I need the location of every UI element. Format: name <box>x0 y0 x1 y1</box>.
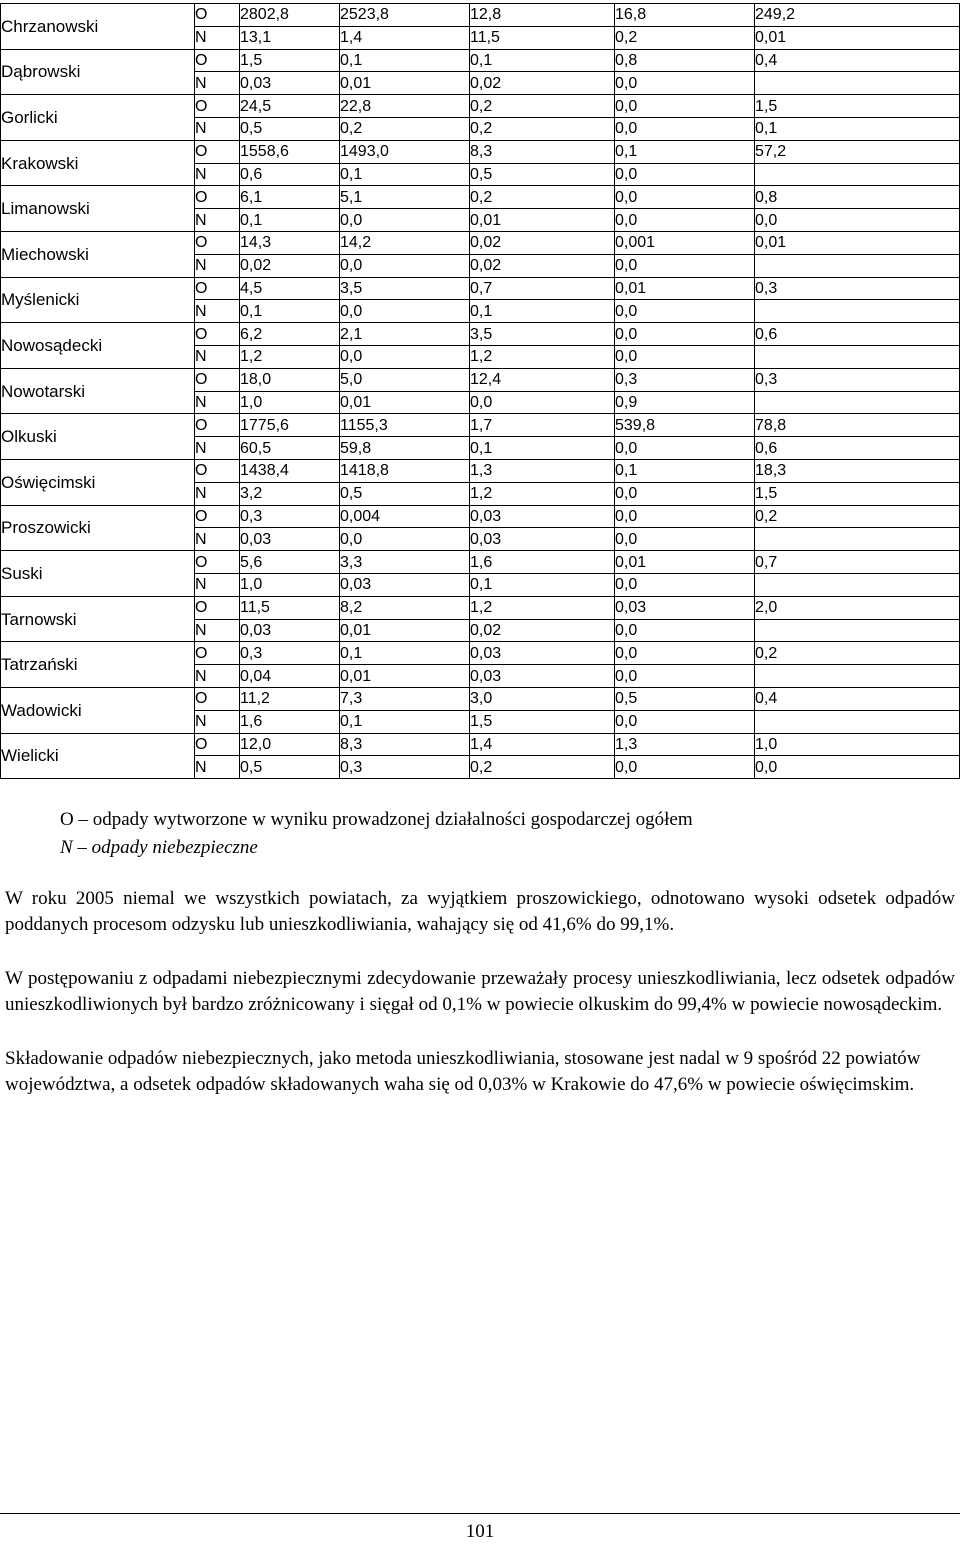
value-cell: 0,01 <box>755 26 960 49</box>
value-cell: 22,8 <box>340 95 470 118</box>
value-cell: 0,5 <box>240 117 340 140</box>
value-cell: 0,2 <box>470 756 615 779</box>
value-cell: 0,1 <box>340 163 470 186</box>
value-cell: 0,03 <box>470 505 615 528</box>
value-cell: 3,3 <box>340 551 470 574</box>
value-cell: 1,4 <box>470 733 615 756</box>
value-cell: 0,2 <box>340 117 470 140</box>
powiat-name: Oświęcimski <box>1 459 195 505</box>
table-row <box>1 505 960 528</box>
waste-type: O <box>195 4 240 27</box>
legend <box>60 806 693 862</box>
value-cell: 0,03 <box>470 665 615 688</box>
table-row <box>1 140 960 163</box>
value-cell <box>755 391 960 414</box>
value-cell: 1,5 <box>470 710 615 733</box>
waste-type: N <box>195 619 240 642</box>
value-cell: 0,02 <box>470 72 615 95</box>
powiat-name: Suski <box>1 551 195 597</box>
waste-type: O <box>195 505 240 528</box>
value-cell: 1493,0 <box>340 140 470 163</box>
value-cell: 0,1 <box>470 49 615 72</box>
value-cell: 14,2 <box>340 231 470 254</box>
value-cell: 0,3 <box>755 368 960 391</box>
powiat-name: Gorlicki <box>1 95 195 141</box>
value-cell: 0,5 <box>240 756 340 779</box>
value-cell: 0,0 <box>615 254 755 277</box>
value-cell: 5,0 <box>340 368 470 391</box>
footer-rule <box>0 1513 960 1514</box>
value-cell: 3,5 <box>470 323 615 346</box>
value-cell: 539,8 <box>615 414 755 437</box>
value-cell: 0,0 <box>615 323 755 346</box>
value-cell: 0,0 <box>615 756 755 779</box>
value-cell: 0,3 <box>340 756 470 779</box>
waste-type: O <box>195 642 240 665</box>
waste-type: O <box>195 414 240 437</box>
value-cell: 0,2 <box>755 505 960 528</box>
value-cell: 12,4 <box>470 368 615 391</box>
value-cell: 0,6 <box>755 323 960 346</box>
value-cell <box>755 528 960 551</box>
value-cell: 0,02 <box>470 231 615 254</box>
value-cell <box>755 710 960 733</box>
value-cell <box>755 665 960 688</box>
value-cell: 1,3 <box>615 733 755 756</box>
value-cell: 0,03 <box>470 642 615 665</box>
value-cell: 1,0 <box>240 391 340 414</box>
waste-type: N <box>195 254 240 277</box>
value-cell: 1,2 <box>470 345 615 368</box>
powiat-name: Tatrzański <box>1 642 195 688</box>
value-cell: 0,8 <box>615 49 755 72</box>
value-cell: 5,1 <box>340 186 470 209</box>
value-cell: 0,1 <box>240 209 340 232</box>
waste-type: N <box>195 345 240 368</box>
value-cell: 13,1 <box>240 26 340 49</box>
powiat-name: Chrzanowski <box>1 4 195 50</box>
value-cell: 249,2 <box>755 4 960 27</box>
waste-type: N <box>195 163 240 186</box>
value-cell: 0,0 <box>615 437 755 460</box>
value-cell: 14,3 <box>240 231 340 254</box>
value-cell: 0,0 <box>615 186 755 209</box>
value-cell: 0,1 <box>340 49 470 72</box>
value-cell: 0,0 <box>615 710 755 733</box>
value-cell: 0,2 <box>470 95 615 118</box>
value-cell: 0,2 <box>615 26 755 49</box>
waste-type: O <box>195 551 240 574</box>
value-cell: 0,1 <box>240 300 340 323</box>
value-cell: 1,0 <box>755 733 960 756</box>
value-cell: 0,7 <box>755 551 960 574</box>
value-cell: 0,0 <box>615 528 755 551</box>
value-cell: 0,1 <box>615 140 755 163</box>
waste-type: N <box>195 391 240 414</box>
value-cell: 0,7 <box>470 277 615 300</box>
value-cell: 1,7 <box>470 414 615 437</box>
value-cell: 1,5 <box>755 95 960 118</box>
value-cell: 1,0 <box>240 573 340 596</box>
value-cell <box>755 163 960 186</box>
value-cell: 8,2 <box>340 596 470 619</box>
value-cell: 1,6 <box>240 710 340 733</box>
value-cell: 0,01 <box>340 619 470 642</box>
value-cell: 5,6 <box>240 551 340 574</box>
waste-type: N <box>195 665 240 688</box>
waste-type: O <box>195 49 240 72</box>
value-cell: 0,0 <box>615 72 755 95</box>
value-cell: 1,2 <box>470 482 615 505</box>
value-cell: 0,04 <box>240 665 340 688</box>
value-cell: 57,2 <box>755 140 960 163</box>
waste-type: N <box>195 300 240 323</box>
table-row <box>1 368 960 391</box>
value-cell: 2,1 <box>340 323 470 346</box>
value-cell: 1,6 <box>470 551 615 574</box>
value-cell: 0,1 <box>340 710 470 733</box>
waste-type: O <box>195 459 240 482</box>
waste-type: N <box>195 72 240 95</box>
value-cell <box>755 573 960 596</box>
waste-type: O <box>195 140 240 163</box>
value-cell: 0,1 <box>615 459 755 482</box>
table-row <box>1 642 960 665</box>
value-cell: 1,5 <box>240 49 340 72</box>
value-cell: 0,01 <box>615 551 755 574</box>
value-cell: 0,0 <box>755 209 960 232</box>
value-cell: 0,0 <box>615 300 755 323</box>
value-cell: 0,03 <box>340 573 470 596</box>
value-cell: 2802,8 <box>240 4 340 27</box>
value-cell: 8,3 <box>340 733 470 756</box>
value-cell: 12,8 <box>470 4 615 27</box>
value-cell: 1,2 <box>240 345 340 368</box>
value-cell: 11,5 <box>240 596 340 619</box>
value-cell: 0,03 <box>240 619 340 642</box>
powiat-name: Wadowicki <box>1 687 195 733</box>
value-cell <box>755 345 960 368</box>
value-cell: 1,4 <box>340 26 470 49</box>
value-cell: 0,4 <box>755 687 960 710</box>
value-cell: 0,2 <box>470 117 615 140</box>
waste-type: O <box>195 687 240 710</box>
value-cell: 0,0 <box>340 254 470 277</box>
table-row <box>1 414 960 437</box>
table-row <box>1 95 960 118</box>
value-cell: 11,2 <box>240 687 340 710</box>
value-cell: 1558,6 <box>240 140 340 163</box>
value-cell: 0,5 <box>615 687 755 710</box>
value-cell <box>755 300 960 323</box>
value-cell: 6,2 <box>240 323 340 346</box>
value-cell: 78,8 <box>755 414 960 437</box>
value-cell: 0,01 <box>340 391 470 414</box>
waste-type: N <box>195 573 240 596</box>
value-cell: 0,01 <box>340 72 470 95</box>
value-cell: 0,1 <box>340 642 470 665</box>
waste-type: O <box>195 186 240 209</box>
value-cell: 0,1 <box>470 573 615 596</box>
value-cell: 0,9 <box>615 391 755 414</box>
value-cell: 1775,6 <box>240 414 340 437</box>
value-cell: 59,8 <box>340 437 470 460</box>
powiat-name: Wielicki <box>1 733 195 779</box>
value-cell: 0,0 <box>615 573 755 596</box>
waste-type: N <box>195 437 240 460</box>
paragraph-1: W roku 2005 niemal we wszystkich powiatach, za wyjątkiem proszowickiego, odnotowano wysoki odsetek odpadów poddanych procesom odzysku lub unieszkodliwiania, wahający się od 41,6% do 99,1%. <box>5 888 955 935</box>
value-cell: 0,0 <box>615 117 755 140</box>
value-cell: 0,0 <box>615 209 755 232</box>
value-cell <box>755 72 960 95</box>
waste-type: O <box>195 323 240 346</box>
value-cell: 8,3 <box>470 140 615 163</box>
waste-type: O <box>195 277 240 300</box>
value-cell: 16,8 <box>615 4 755 27</box>
value-cell: 0,0 <box>615 642 755 665</box>
value-cell: 0,2 <box>755 642 960 665</box>
value-cell: 0,1 <box>470 300 615 323</box>
powiat-name: Proszowicki <box>1 505 195 551</box>
value-cell: 0,0 <box>615 619 755 642</box>
value-cell: 11,5 <box>470 26 615 49</box>
table-row <box>1 277 960 300</box>
waste-type: O <box>195 368 240 391</box>
value-cell: 0,1 <box>755 117 960 140</box>
value-cell: 0,1 <box>470 437 615 460</box>
table-row <box>1 733 960 756</box>
table-row <box>1 4 960 27</box>
waste-table <box>0 3 960 779</box>
value-cell: 0,3 <box>240 505 340 528</box>
value-cell: 0,6 <box>240 163 340 186</box>
waste-type: O <box>195 596 240 619</box>
value-cell: 0,0 <box>340 209 470 232</box>
value-cell: 0,01 <box>340 665 470 688</box>
value-cell <box>755 254 960 277</box>
value-cell: 0,0 <box>340 300 470 323</box>
value-cell: 0,2 <box>470 186 615 209</box>
value-cell: 0,03 <box>470 528 615 551</box>
waste-type: O <box>195 733 240 756</box>
value-cell: 3,5 <box>340 277 470 300</box>
legend-o: O – odpady wytworzone w wyniku prowadzonej działalności gospodarczej ogółem <box>60 809 693 830</box>
value-cell: 0,0 <box>615 163 755 186</box>
powiat-name: Tarnowski <box>1 596 195 642</box>
value-cell: 24,5 <box>240 95 340 118</box>
value-cell: 18,3 <box>755 459 960 482</box>
value-cell: 0,0 <box>470 391 615 414</box>
value-cell: 18,0 <box>240 368 340 391</box>
value-cell: 1155,3 <box>340 414 470 437</box>
value-cell: 1,5 <box>755 482 960 505</box>
powiat-name: Nowotarski <box>1 368 195 414</box>
powiat-name: Olkuski <box>1 414 195 460</box>
value-cell: 0,5 <box>340 482 470 505</box>
table-row <box>1 459 960 482</box>
value-cell: 0,03 <box>240 528 340 551</box>
waste-type: N <box>195 209 240 232</box>
value-cell: 2523,8 <box>340 4 470 27</box>
powiat-name: Miechowski <box>1 231 195 277</box>
table-row <box>1 551 960 574</box>
value-cell: 1,3 <box>470 459 615 482</box>
value-cell: 0,004 <box>340 505 470 528</box>
table-row <box>1 231 960 254</box>
value-cell: 0,01 <box>470 209 615 232</box>
value-cell: 60,5 <box>240 437 340 460</box>
value-cell: 0,3 <box>240 642 340 665</box>
value-cell: 0,0 <box>615 505 755 528</box>
page-number: 101 <box>465 1521 495 1542</box>
value-cell: 0,0 <box>615 345 755 368</box>
legend-n: N – odpady niebezpieczne <box>60 837 258 858</box>
value-cell: 0,0 <box>615 95 755 118</box>
value-cell: 0,5 <box>470 163 615 186</box>
paragraph-2: W postępowaniu z odpadami niebezpiecznymi zdecydowanie przeważały procesy unieszkodliwiania, lecz odsetek odpadów unieszkodliwionych był bardzo zróżnicowany i sięgał od 0,1% w powiecie olkuskim do 99,4% w powiecie nowosądeckim. <box>5 968 955 1015</box>
paragraph-3: Składowanie odpadów niebezpiecznych, jako metoda unieszkodliwiania, stosowane jest nadal w 9 spośród 22 powiatów województwa, a odsetek odpadów składowanych waha się od 0,03% w Krakowie do 47,6% w powiecie oświęcimskim. <box>5 1048 921 1095</box>
value-cell: 0,02 <box>240 254 340 277</box>
powiat-name: Nowosądecki <box>1 323 195 369</box>
value-cell: 2,0 <box>755 596 960 619</box>
value-cell: 1418,8 <box>340 459 470 482</box>
value-cell: 0,3 <box>755 277 960 300</box>
table-row <box>1 687 960 710</box>
value-cell: 0,02 <box>470 619 615 642</box>
waste-type: N <box>195 26 240 49</box>
value-cell: 0,01 <box>755 231 960 254</box>
value-cell: 0,8 <box>755 186 960 209</box>
value-cell: 0,0 <box>340 345 470 368</box>
value-cell: 1438,4 <box>240 459 340 482</box>
waste-type: N <box>195 117 240 140</box>
value-cell: 3,0 <box>470 687 615 710</box>
value-cell: 0,0 <box>340 528 470 551</box>
value-cell: 3,2 <box>240 482 340 505</box>
waste-type: O <box>195 95 240 118</box>
value-cell: 0,01 <box>615 277 755 300</box>
value-cell: 0,0 <box>615 482 755 505</box>
powiat-name: Krakowski <box>1 140 195 186</box>
value-cell: 0,3 <box>615 368 755 391</box>
powiat-name: Limanowski <box>1 186 195 232</box>
value-cell: 12,0 <box>240 733 340 756</box>
value-cell: 4,5 <box>240 277 340 300</box>
table-row <box>1 186 960 209</box>
value-cell: 6,1 <box>240 186 340 209</box>
powiat-name: Dąbrowski <box>1 49 195 95</box>
table-row <box>1 596 960 619</box>
waste-type: N <box>195 756 240 779</box>
waste-type: N <box>195 710 240 733</box>
value-cell: 0,6 <box>755 437 960 460</box>
value-cell: 0,03 <box>240 72 340 95</box>
value-cell: 0,0 <box>615 665 755 688</box>
waste-type: N <box>195 482 240 505</box>
value-cell: 7,3 <box>340 687 470 710</box>
value-cell <box>755 619 960 642</box>
value-cell: 0,02 <box>470 254 615 277</box>
value-cell: 0,03 <box>615 596 755 619</box>
value-cell: 0,001 <box>615 231 755 254</box>
powiat-name: Myślenicki <box>1 277 195 323</box>
value-cell: 1,2 <box>470 596 615 619</box>
table-row <box>1 49 960 72</box>
table-row <box>1 323 960 346</box>
waste-type: N <box>195 528 240 551</box>
value-cell: 0,0 <box>755 756 960 779</box>
waste-type: O <box>195 231 240 254</box>
value-cell: 0,4 <box>755 49 960 72</box>
